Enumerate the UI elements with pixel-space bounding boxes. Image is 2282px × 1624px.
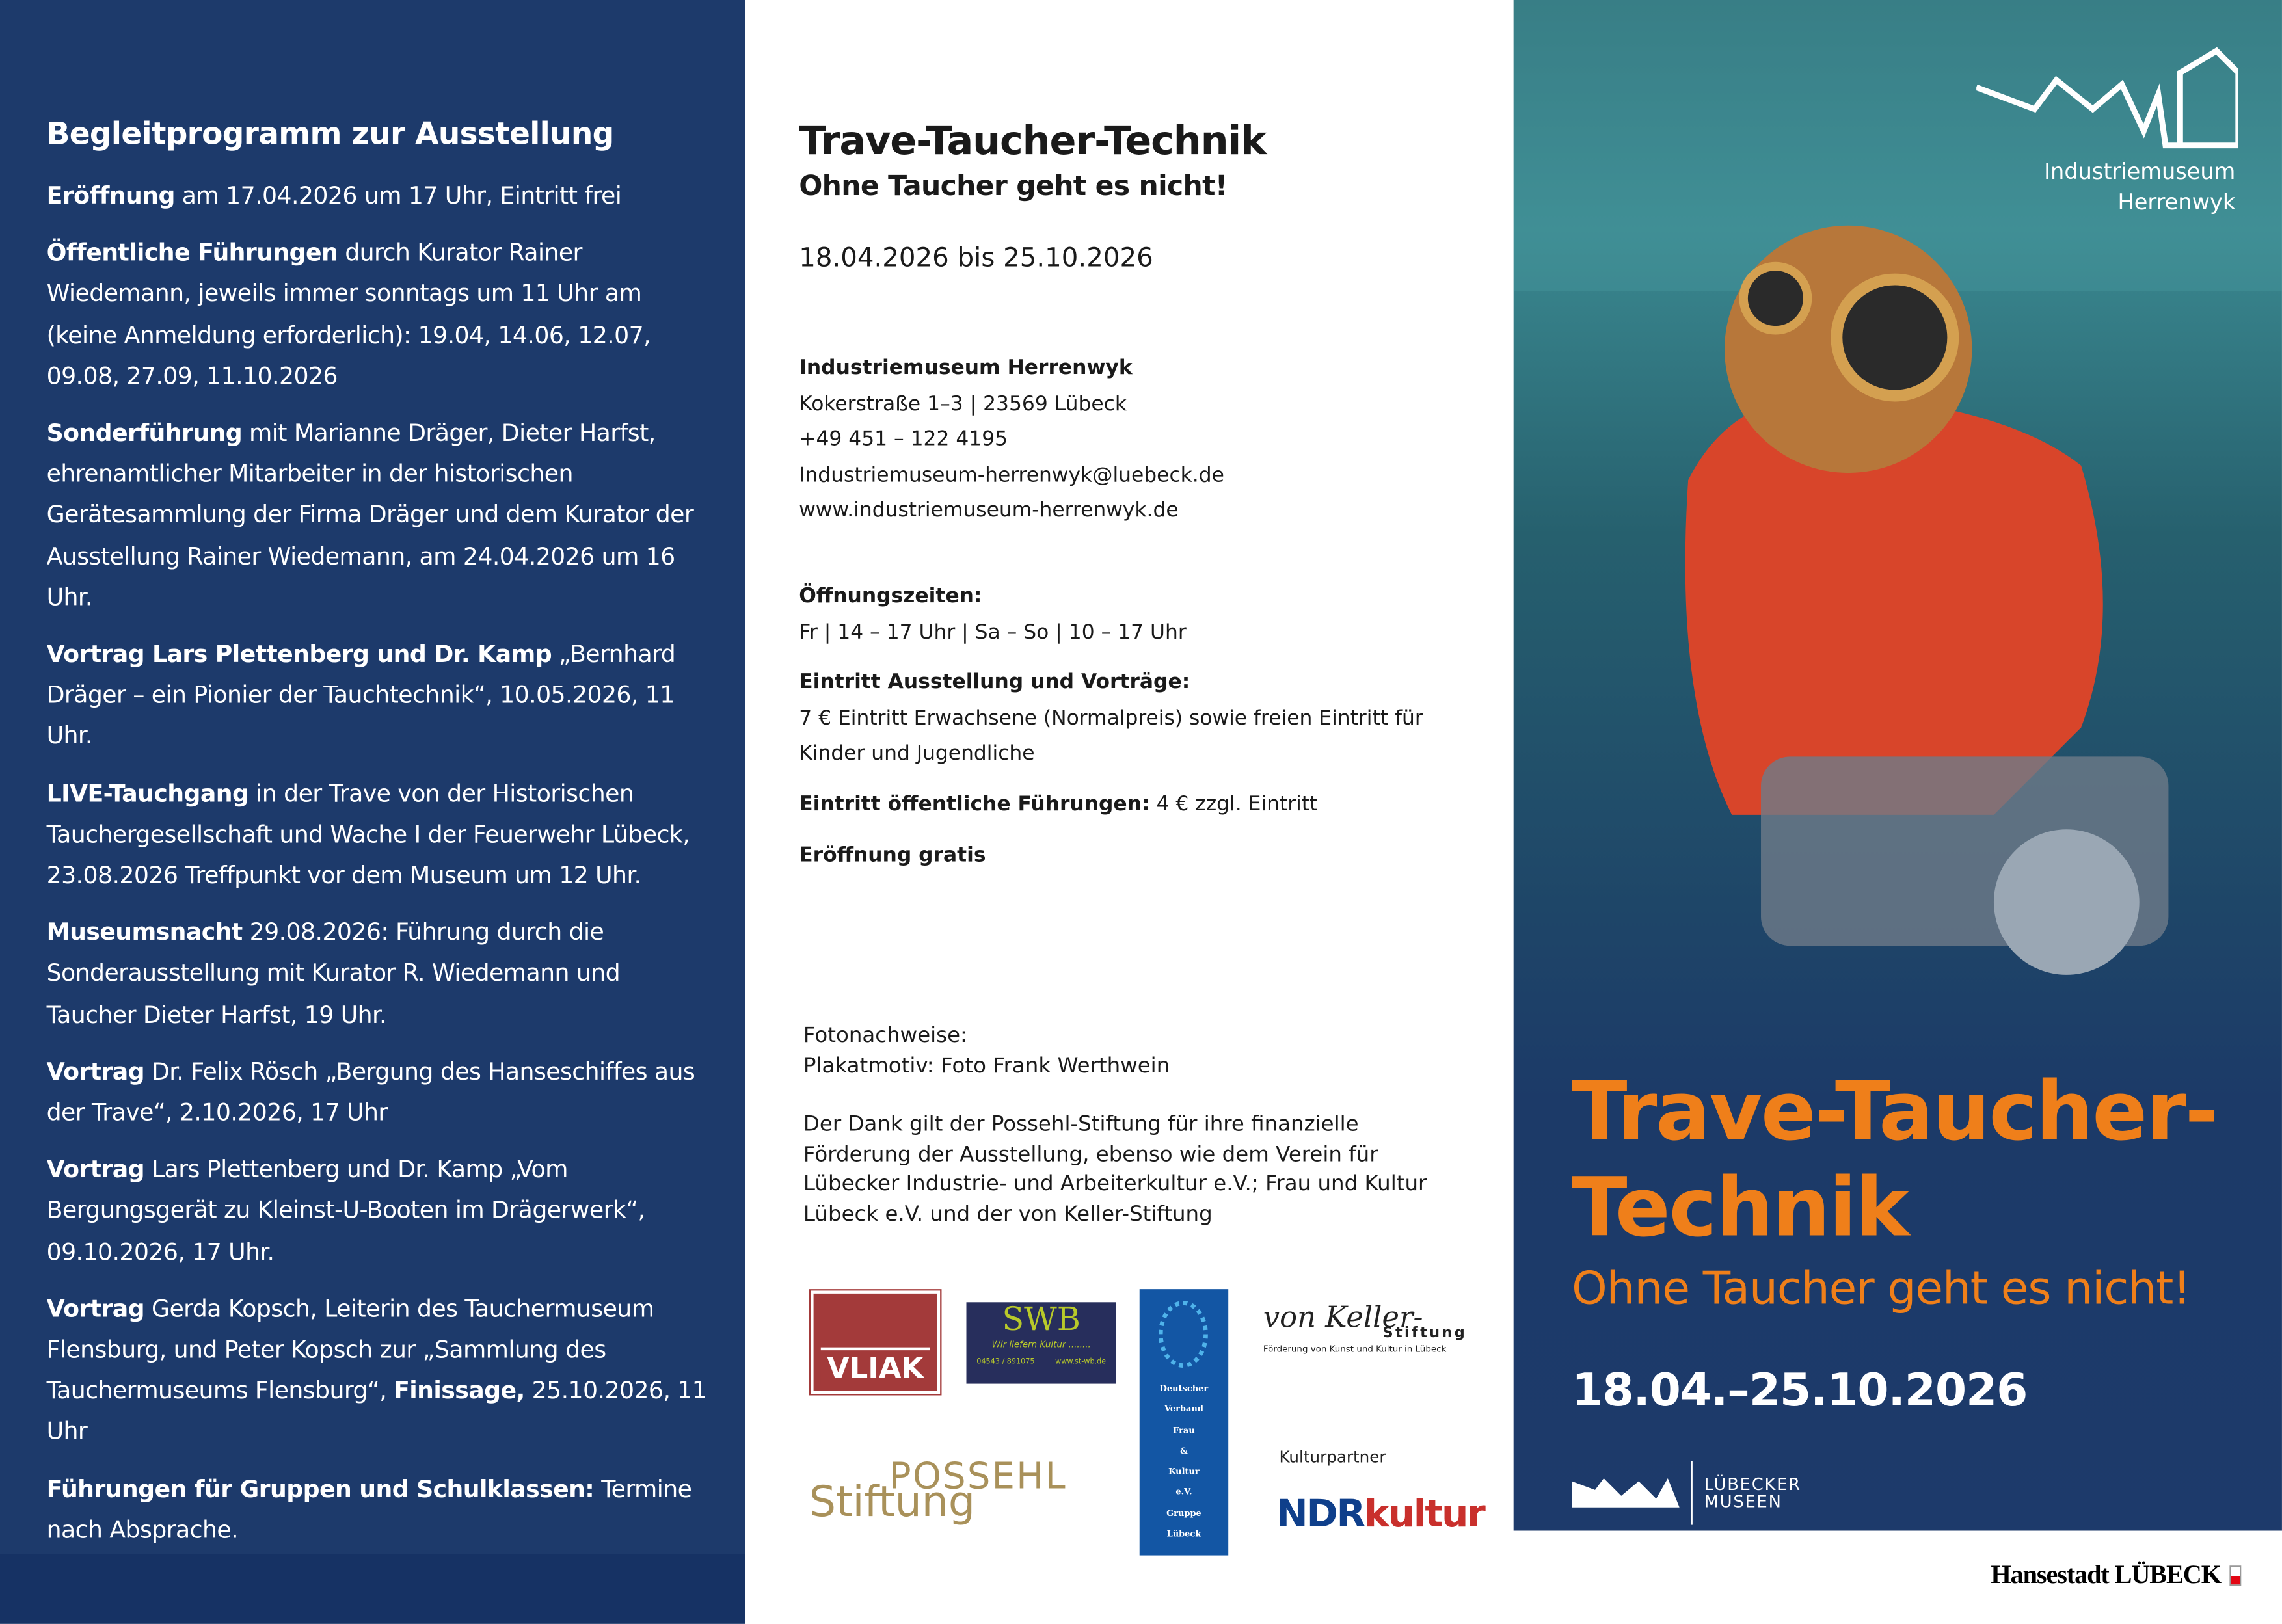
keller-logo (1263, 1299, 1467, 1355)
entry-label: Eintritt Ausstellung und Vorträge: (799, 671, 1190, 695)
credits (803, 1022, 1458, 1230)
dvfk-logo (1140, 1289, 1228, 1555)
dvfk-word: & (1180, 1447, 1188, 1457)
credits-label: Fotonachweise: (803, 1024, 968, 1048)
street: Kokerstraße 1–3 | 23569 Lübeck (799, 392, 1127, 416)
swb-text: SWB (1002, 1302, 1081, 1339)
possehl-text: POSSEHL (889, 1455, 1067, 1498)
item-label: Finissage, (394, 1377, 525, 1405)
industriemuseum-logo-icon (1976, 44, 2238, 148)
item-label: Sonderführung (46, 419, 243, 447)
keller-tagline: Förderung von Kunst und Kultur in Lübeck (1263, 1344, 1447, 1355)
item-label: Vortrag (46, 1155, 145, 1184)
item-text: „Bernhard Dräger – ein Pionier der Tauchtechnik“, 10.05.2026, 11 Uhr. (46, 640, 676, 751)
dvfk-word: Gruppe (1166, 1510, 1201, 1519)
museum-name-logo (2044, 157, 2235, 219)
website-link[interactable]: www.industriemuseum-herrenwyk.de (799, 499, 1179, 523)
program-item (47, 912, 716, 1035)
possehl-logo (809, 1455, 1100, 1526)
dvfk-word: Verband (1164, 1405, 1203, 1415)
program-heading: Begleitprogramm zur Ausstellung (46, 116, 614, 152)
phone[interactable]: +49 451 – 122 4195 (799, 427, 1008, 451)
opening-free (799, 838, 1483, 874)
vliak-logo (811, 1290, 940, 1394)
tour-price (799, 787, 1483, 823)
ndr-kultur-logo (1276, 1493, 1484, 1536)
stars-icon (1159, 1301, 1208, 1368)
thanks-text: Der Dank gilt der Possehl-Stiftung für ihre finanzielle Förderung der Ausstellung, ebenso wie dem Verein für Lübecker Industrie- und Arbeiterkultur e.V.; Frau und Kultur Lübeck e.V. und der von Keller-Stiftung (803, 1113, 1427, 1226)
hours-value: Fr | 14 – 17 Uhr | Sa – So | 10 – 17 Uhr (799, 620, 1187, 644)
cover-panel (1514, 0, 2282, 1531)
opening-hours (799, 579, 1483, 650)
info-panel (745, 0, 1513, 1624)
luebecker-museen-logo (1572, 1461, 1801, 1524)
cover-title-line-2: Technik (1572, 1161, 1909, 1256)
museum-line-1: Industriemuseum (2044, 158, 2236, 185)
program-item (47, 773, 716, 896)
item-text: Lars Plettenberg und Dr. Kamp „Vom Bergungsgerät zu Kleinst-U-Booten im Drägerwerk“, 09.10.2026, 17 Uhr. (46, 1155, 645, 1266)
exhibition-subtitle: Ohne Taucher geht es nicht! (799, 170, 1228, 202)
museum-line-2: Herrenwyk (2117, 189, 2236, 216)
program-list (47, 176, 716, 1567)
item-label: Führungen für Gruppen und Schulklassen: (46, 1474, 595, 1503)
tour-label: Eintritt öffentliche Führungen: (799, 793, 1150, 817)
item-label: Vortrag (46, 1294, 145, 1323)
item-text: Dr. Felix Rösch „Bergung des Hanseschiffes aus der Trave“, 2.10.2026, 17 Uhr (46, 1058, 695, 1126)
museen-line-2: MUSEEN (1704, 1491, 1782, 1512)
dvfk-word: Deutscher (1159, 1385, 1209, 1394)
item-text: Termine nach Absprache. (46, 1474, 692, 1544)
item-label: Vortrag (46, 1058, 145, 1085)
swb-phone: 04543 / 891075 (976, 1357, 1035, 1366)
vliak-text: VLIAK (821, 1348, 930, 1385)
dvfk-word: Frau (1173, 1426, 1195, 1436)
museen-line-1: LÜBECKER (1704, 1474, 1801, 1495)
program-item (47, 1150, 716, 1273)
item-label: Öffentliche Führungen (46, 239, 338, 267)
program-item (47, 634, 716, 757)
program-item (47, 1289, 716, 1453)
item-label: Vortrag Lars Plettenberg und Dr. Kamp (46, 640, 552, 668)
hansestadt-luebeck-logo: Hansestadt LÜBECK (1991, 1560, 2221, 1590)
dvfk-word: e.V. (1175, 1489, 1192, 1498)
dvfk-word: Lübeck (1166, 1530, 1201, 1540)
item-label: Museumsnacht (46, 918, 243, 946)
keller-stiftung: Stiftung (1382, 1325, 1468, 1342)
tour-value: 4 € zzgl. Eintritt (1149, 793, 1318, 817)
program-panel (0, 0, 745, 1624)
item-text: am 17.04.2026 um 17 Uhr, Eintritt frei (174, 181, 622, 210)
keller-script: von Keller- (1263, 1299, 1423, 1335)
museum-name: Industriemuseum Herrenwyk (799, 356, 1133, 380)
item-text: Gerda Kopsch, Leiterin des Tauchermuseum Flensburg, und Peter Kopsch zur „Sammlung des Tauchermuseums Flensburg“, (46, 1294, 654, 1405)
opening-text: Eröffnung gratis (799, 844, 986, 868)
program-item (47, 176, 716, 217)
footer (1514, 1531, 2282, 1624)
cover-title-line-1: Trave-Taucher- (1572, 1065, 2218, 1160)
credits-value: Plakatmotiv: Foto Frank Werthwein (803, 1054, 1170, 1078)
possehl-stiftung: Stiftung (809, 1476, 976, 1526)
item-text: in der Trave von der Historischen Tauchergesellschaft und Wache I der Feuerwehr Lübeck, 23.08.2026 Treffpunkt vor dem Museum um 12 Uhr. (46, 779, 690, 890)
swb-tagline: Wir liefern Kultur ........ (991, 1340, 1091, 1351)
cover-subtitle: Ohne Taucher geht es nicht! (1572, 1262, 2190, 1316)
dvfk-word: Kultur (1168, 1468, 1200, 1478)
entry-value: 7 € Eintritt Erwachsene (Normalpreis) sowie freien Eintritt für Kinder und Jugendliche (799, 706, 1423, 765)
ndr-text: NDR (1276, 1493, 1365, 1537)
swb-logo (967, 1302, 1116, 1383)
entry-prices (799, 665, 1483, 771)
cover-dates: 18.04.–25.10.2026 (1572, 1364, 2028, 1418)
program-item (47, 1469, 716, 1551)
exhibition-title: Trave-Taucher-Technik (799, 119, 1267, 165)
kultur-text: kultur (1364, 1493, 1484, 1537)
email-link[interactable]: Industriemuseum-herrenwyk@luebeck.de (799, 463, 1224, 487)
city-flag-icon (2229, 1565, 2241, 1586)
program-item (47, 233, 716, 397)
item-text: 25.10.2026, 11 Uhr (46, 1377, 707, 1446)
item-text: durch Kurator Rainer Wiedemann, jeweils immer sonntags um 11 Uhr am (keine Anmeldung erforderlich): 19.04, 14.06, 12.07, 09.08, 27.09, 11.10.2026 (46, 239, 651, 390)
item-text: 29.08.2026: Führung durch die Sonderausstellung mit Kurator R. Wiedemann und Taucher Dieter Harfst, 19 Uhr. (46, 918, 621, 1028)
program-item (47, 1052, 716, 1134)
swb-web: www.st-wb.de (1055, 1357, 1107, 1366)
item-text: mit Marianne Dräger, Dieter Harfst, ehrenamtlicher Mitarbeiter in der historischen Gerätesammlung der Firma Dräger und dem Kurator der Ausstellung Rainer Wiedemann, am 24.04.2026 um 16 Uhr. (46, 419, 694, 611)
item-label: Eröffnung (46, 181, 175, 210)
item-label: LIVE-Tauchgang (46, 779, 249, 807)
museen-mark-icon (1572, 1476, 1680, 1511)
hours-label: Öffnungszeiten: (799, 585, 982, 609)
program-item (47, 413, 716, 618)
bottom-strip (0, 1554, 745, 1623)
address-block (799, 351, 1483, 529)
exhibition-period: 18.04.2026 bis 25.10.2026 (799, 243, 1153, 274)
partner-label: Kulturpartner (1279, 1448, 1386, 1467)
